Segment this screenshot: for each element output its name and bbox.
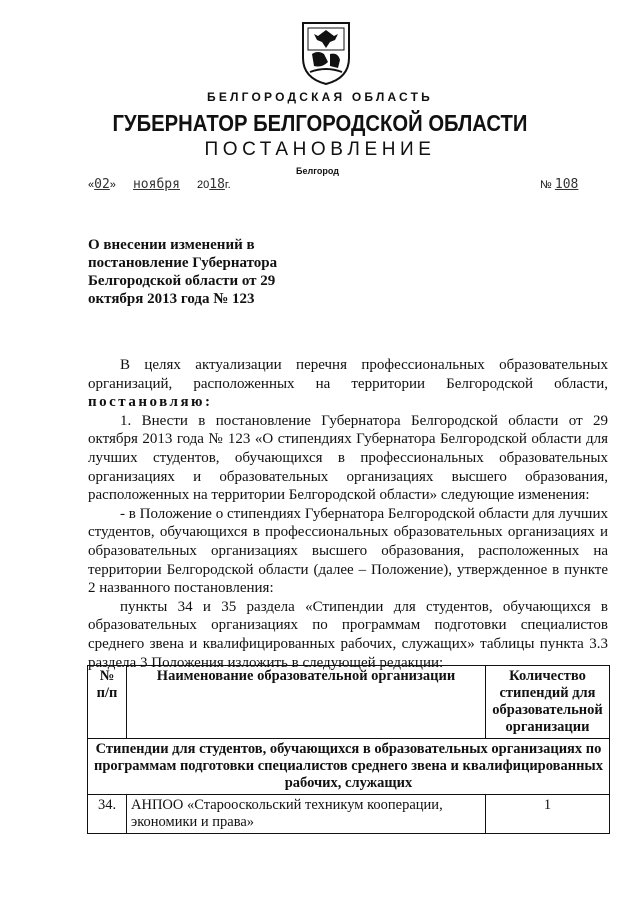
region-name: БЕЛГОРОДСКАЯ ОБЛАСТЬ	[207, 90, 433, 104]
decree-number	[540, 177, 578, 192]
document-body	[88, 356, 608, 672]
column-header-organization: Наименование образовательной организации	[127, 666, 486, 739]
date-year-suffix: 18	[209, 177, 225, 192]
table-section-row	[88, 739, 610, 795]
paragraph-intro-text: В целях актуализации перечня профессиональных образовательных организаций, расположенных на территории Белгородской области,	[88, 357, 608, 392]
date-year-unit: г.	[224, 179, 231, 191]
table-section-title: Стипендии для студентов, обучающихся в образовательных организациях по программам подготовки специалистов среднего звена и квалифицированных рабочих, служащих	[88, 739, 610, 795]
row-number: 34.	[88, 795, 127, 834]
date-open-quote: «	[88, 179, 95, 191]
row-count: 1	[486, 795, 610, 834]
number-value: 108	[554, 177, 579, 192]
column-header-count: Количество стипендий для образовательной организации	[486, 666, 610, 739]
date-year-prefix: 20	[197, 179, 210, 191]
date-day: 02	[94, 177, 110, 192]
city-name: Белгород	[296, 166, 339, 176]
row-organization: АНПОО «Старооскольский техникум кооперации, экономики и права»	[127, 795, 486, 834]
table-row	[88, 795, 610, 834]
resolution-verb: постановляю:	[88, 394, 213, 411]
table-header-row	[88, 666, 610, 739]
document-subject: О внесении изменений в постановление Губернатора Белгородской области от 29 октября 2013 года № 123	[88, 237, 278, 307]
coat-of-arms-icon	[300, 20, 352, 86]
scholarship-table	[87, 665, 610, 834]
number-label: №	[540, 179, 552, 191]
document-type: ПОСТАНОВЛЕНИЕ	[204, 139, 436, 160]
governor-title: ГУБЕРНАТОР БЕЛГОРОДСКОЙ ОБЛАСТИ	[112, 110, 528, 136]
paragraph-intro	[88, 356, 608, 412]
date-month: ноября	[132, 177, 180, 192]
paragraph-points: пункты 34 и 35 раздела «Стипендии для студентов, обучающихся в образовательных организациях по программам подготовки специалистов среднего звена и квалифицированных рабочих, служащих» таблицы пункта 3.3 раздела 3 Положения изложить в следующей редакции:	[88, 598, 608, 671]
paragraph-regulation: - в Положение о стипендиях Губернатора Белгородской области для лучших студентов, обучающихся в профессиональных образовательных организациях и образовательных организациях высшего образования, расположенных на территории Белгородской области (далее – Положение), утвержденное в пункте 2 названного постановления:	[88, 505, 608, 597]
date-close-quote: »	[109, 179, 116, 191]
column-header-number: № п/п	[88, 666, 127, 739]
paragraph-item-1: 1. Внести в постановление Губернатора Белгородской области от 29 октября 2013 года № 123 «О стипендиях Губернатора Белгородской области для лучших студентов, обучающихся в профессиональных образовательных организациях и образовательных организациях высшего образования, расположенных на территории Белгородской области» следующие изменения:	[88, 412, 608, 504]
decree-date	[88, 177, 231, 192]
